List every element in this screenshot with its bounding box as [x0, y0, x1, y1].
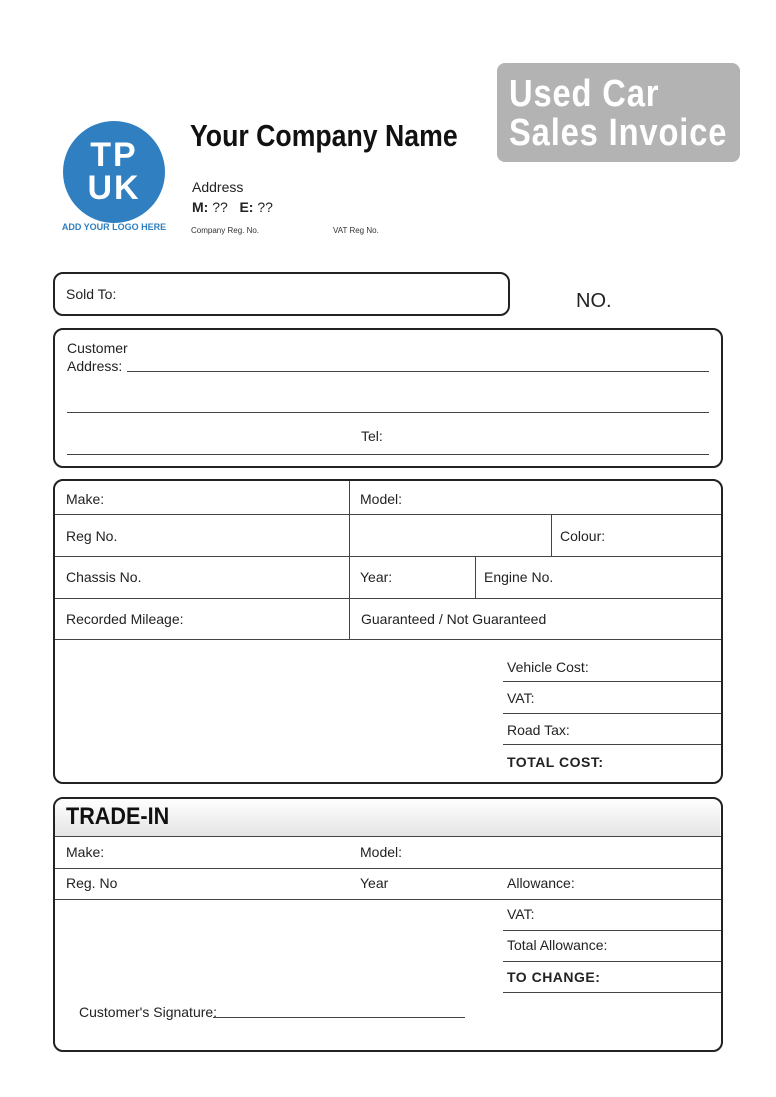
invoice-number-label: NO.	[576, 290, 612, 312]
colour-label: Colour:	[560, 528, 606, 544]
engine-label: Engine No.	[484, 569, 554, 585]
trade-reg-label: Reg. No	[66, 875, 118, 891]
total-cost-label: TOTAL COST:	[507, 754, 604, 770]
total-allowance-label: Total Allowance:	[507, 937, 608, 953]
road-tax-line[interactable]	[503, 744, 721, 745]
invoice-title-box	[497, 63, 740, 162]
mileage-label: Recorded Mileage:	[66, 611, 184, 627]
trade-row-divider	[55, 899, 721, 900]
vehicle-cost-label: Vehicle Cost:	[507, 659, 589, 675]
signature-line[interactable]	[213, 1017, 465, 1018]
trade-row-divider	[55, 836, 721, 837]
to-change-line[interactable]	[503, 992, 721, 993]
invoice-title-line2: Sales Invoice	[509, 112, 728, 154]
vehicle-col-divider	[551, 514, 552, 556]
to-change-label: TO CHANGE:	[507, 969, 601, 985]
company-reg-label: Company Reg. No.	[191, 226, 260, 235]
trade-vat-line[interactable]	[503, 930, 721, 931]
address-line-1[interactable]	[127, 371, 709, 372]
signature-label: Customer's Signature:	[79, 1004, 218, 1020]
road-tax-label: Road Tax:	[507, 722, 570, 738]
total-allowance-line[interactable]	[503, 961, 721, 962]
invoice-title-line1: Used Car	[509, 73, 660, 115]
customer-box	[53, 328, 723, 468]
vat-reg-label: VAT Reg No.	[333, 226, 379, 235]
trade-in-title: TRADE-IN	[66, 803, 170, 830]
reg-no-label: Reg No.	[66, 528, 118, 544]
logo-caption: ADD YOUR LOGO HERE	[61, 222, 167, 232]
vehicle-box	[53, 479, 723, 784]
vehicle-row-divider	[55, 514, 721, 515]
vehicle-col-divider	[475, 556, 476, 598]
year-label: Year:	[360, 569, 393, 585]
customer-label: Customer	[67, 340, 128, 356]
company-address: Address	[192, 179, 244, 195]
allowance-label: Allowance:	[507, 875, 575, 891]
tel-label: Tel:	[361, 428, 383, 444]
trade-vat-label: VAT:	[507, 906, 535, 922]
sold-to-box[interactable]	[53, 272, 510, 316]
trade-model-label: Model:	[360, 844, 403, 860]
guarantee-label: Guaranteed / Not Guaranteed	[361, 611, 547, 627]
make-label: Make:	[66, 491, 105, 507]
trade-year-label: Year	[360, 875, 389, 891]
mobile-value: ??	[212, 199, 228, 215]
model-label: Model:	[360, 491, 403, 507]
trade-row-divider	[55, 868, 721, 869]
company-contact	[192, 199, 273, 215]
logo-text-bottom: UK	[87, 169, 141, 207]
vehicle-row-divider	[55, 639, 721, 640]
chassis-label: Chassis No.	[66, 569, 142, 585]
vehicle-col-divider	[349, 481, 350, 639]
vehicle-row-divider	[55, 556, 721, 557]
vat-label: VAT:	[507, 690, 535, 706]
company-logo	[63, 121, 165, 223]
vehicle-row-divider	[55, 598, 721, 599]
tel-line[interactable]	[67, 454, 709, 455]
vat-line[interactable]	[503, 713, 721, 714]
company-name: Your Company Name	[190, 118, 458, 153]
address-label: Address:	[67, 358, 123, 374]
logo-text-top: TP	[90, 136, 138, 174]
vehicle-cost-line[interactable]	[503, 681, 721, 682]
mobile-label: M:	[192, 199, 209, 215]
address-line-2[interactable]	[67, 412, 709, 413]
sold-to-label: Sold To:	[66, 286, 117, 302]
email-value: ??	[257, 199, 273, 215]
trade-make-label: Make:	[66, 844, 105, 860]
email-label: E:	[239, 199, 254, 215]
